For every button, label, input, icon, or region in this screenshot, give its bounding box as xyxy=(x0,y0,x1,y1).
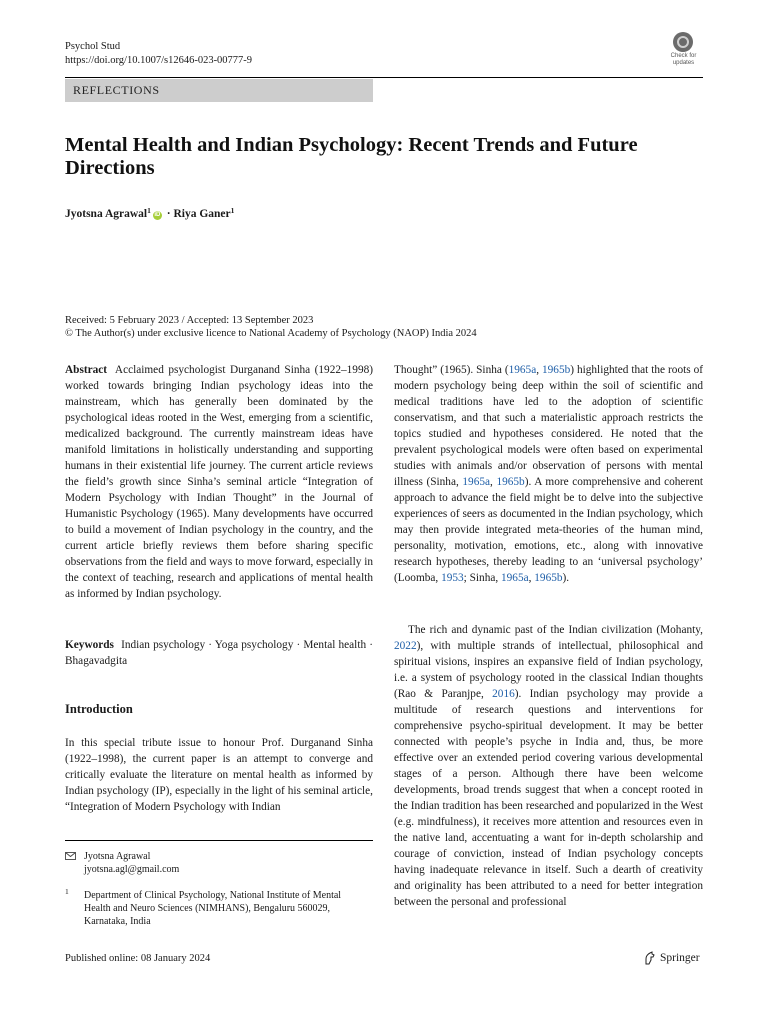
check-for-updates-badge[interactable] xyxy=(664,31,703,71)
body-paragraph-2 xyxy=(394,622,703,910)
springer-horse-icon xyxy=(643,951,656,965)
copyright-notice: © The Author(s) under exclusive licence to National Academy of Psychology (NAOP) India 2024 xyxy=(65,328,477,339)
check-updates-icon xyxy=(673,32,693,52)
footnote-rule xyxy=(65,840,373,841)
body-text: The rich and dynamic past of the Indian civilization (Mohanty, xyxy=(408,624,703,636)
keywords-label: Keywords xyxy=(65,639,114,651)
check-updates-line1: Check for xyxy=(670,53,697,59)
abstract-label: Abstract xyxy=(65,364,108,376)
author-affiliation-mark: 1 xyxy=(230,206,235,215)
article-title: Mental Health and Indian Psychology: Recent Trends and Future Directions xyxy=(65,134,638,179)
corresponding-author-email[interactable]: jyotsna.agl@gmail.com xyxy=(84,864,180,875)
keywords xyxy=(65,637,373,669)
orcid-icon[interactable]: iD xyxy=(154,212,161,218)
envelope-icon xyxy=(65,852,76,860)
publisher-logo xyxy=(643,951,700,965)
citation-link[interactable]: 1965a xyxy=(462,476,491,488)
body-text: ), with multiple strands of intellectual, philosophical and spiritual visions, inspires an expansive field of Indian psychology, i.e. a system of psychology rooted in the classical Indian thoughts (Rao & Paranjpe, xyxy=(394,640,703,700)
body-text: ; Sinha, xyxy=(463,572,501,584)
citation-link[interactable]: 1965a xyxy=(501,572,529,584)
introduction-heading: Introduction xyxy=(65,702,133,716)
check-updates-line2: updates xyxy=(672,60,695,66)
citation-link[interactable]: 1965b xyxy=(496,476,525,488)
affiliation-text: Department of Clinical Psychology, National Institute of Mental Health and Neuro Sciences (NIMHANS), Bengaluru 560029, Karnataka, India xyxy=(84,890,342,927)
published-online-date: Published online: 08 January 2024 xyxy=(65,953,211,964)
body-text: , xyxy=(528,572,535,584)
author-list xyxy=(65,203,234,222)
author-affiliation-mark: 1 xyxy=(147,206,151,215)
citation-link[interactable]: 1965b xyxy=(542,364,571,376)
author-separator: · xyxy=(166,208,171,220)
citation-link[interactable]: 2022 xyxy=(394,640,417,652)
publisher-name: Springer xyxy=(660,952,700,964)
author-name[interactable]: Riya Ganer xyxy=(173,208,231,220)
section-banner xyxy=(65,79,373,102)
body-text: , xyxy=(490,476,497,488)
author-name[interactable]: Jyotsna Agrawal xyxy=(65,208,148,220)
body-text: Thought” (1965). Sinha ( xyxy=(394,364,509,376)
body-text: ) highlighted that the roots of modern psychology being deep within the soil of scientific and medical traditions have led to the adoption of scientific conservatism, and that such a materialistic approach restricts the topics studied and hypotheses considered. He noted that the prevalent psychological models were often based on experimental studies with animals and/or observation of persons with mental illness (Sinha, xyxy=(394,364,703,488)
body-text: ). A more comprehensive and coherent approach to advance the field might be to delve into the subjective experiences of seers as documented in the Indian psychology, which may then provide integrated meta-theories of the human mind, personality, motivation, emotions, etc., along with innovative research hypotheses, thereby leading to an ‘universal psychology’ (Loomba, xyxy=(394,476,704,584)
citation-link[interactable]: 1965a xyxy=(508,364,537,376)
introduction-paragraph: In this special tribute issue to honour Prof. Durganand Sinha (1922–1998), the current paper is an attempt to converge and critically evaluate the literature on mental health as informed by Indian psychology (IP), especially in the light of his seminal article, “Integration of Modern Psychology with Indian xyxy=(65,737,373,813)
section-label: REFLECTIONS xyxy=(73,83,160,97)
received-accepted-dates: Received: 5 February 2023 / Accepted: 13 September 2023 xyxy=(65,315,314,326)
citation-link[interactable]: 1965b xyxy=(534,572,563,584)
body-text: ). Indian psychology may provide a multitude of research questions and interventions for comprehensive psycho-spiritual development. It may be better connected with people’s psyche in India and, thus, be more effective over an extended period covering various developmental stages of a person. Although there have been welcome developments, broad trends suggest that when a concept rooted in the Indian tradition has been researched and popularized in the West (e.g. mindfulness), it receives more attention and resources even in the native land, accentuating a want for in-depth scholarship and courage of conviction, instead of Indian psychology concepts having inadequate relevance in itself. Such a dearth of creativity and originality has been attributed to a need for better integration between the personal and professional xyxy=(394,688,703,908)
abstract xyxy=(65,362,373,602)
citation-link[interactable]: 2016 xyxy=(492,688,515,700)
affiliation-number: 1 xyxy=(65,887,69,896)
keywords-text: Indian psychology · Yoga psychology · Mental health · Bhagavadgita xyxy=(65,639,374,667)
body-paragraph-1 xyxy=(394,362,703,586)
body-text: , xyxy=(536,364,542,376)
journal-name: Psychol Stud xyxy=(65,41,121,52)
body-text: ). xyxy=(562,572,570,584)
citation-link[interactable]: 1953 xyxy=(441,572,464,584)
corresponding-author-name: Jyotsna Agrawal xyxy=(84,851,151,862)
header-rule xyxy=(65,77,703,78)
abstract-text: Acclaimed psychologist Durganand Sinha (1922–1998) worked towards bringing Indian psychology ideas into the mainstream, which has generally been dominated by the psychological ideas rooted in the West, emerging from a scientific, medicalized background. The currently mainstream ideas have manifold limitations in holistically understanding and supporting humans in their existential life journey. The current article reviews the field’s growth since Sinha’s seminal article “Integration of Modern Psychology with Indian Thought” in the Journal of Humanistic Psychology (1965). Many developments have occurred to build a movement of Indian psychology in the country, and the current article briefly reviews them before sharing specific observations from the field and ways to move forward, especially in the context of teaching, research and applications of mental health as informed by Indian psychology. xyxy=(65,364,374,600)
doi-link[interactable]: https://doi.org/10.1007/s12646-023-00777-9 xyxy=(65,55,253,66)
